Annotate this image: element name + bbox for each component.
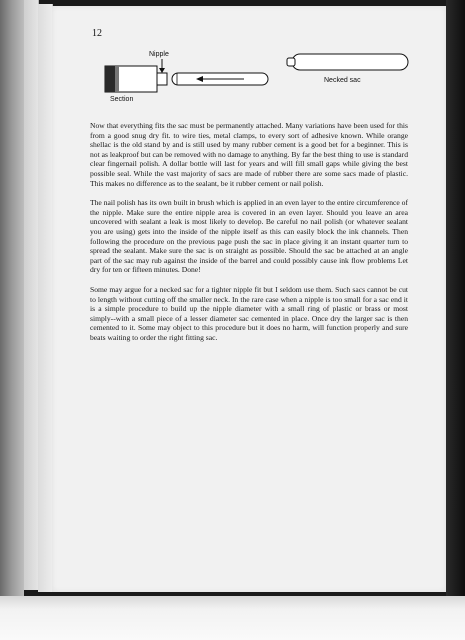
nipple-label: Nipple <box>149 51 169 58</box>
nipple-pointer-arrow <box>159 59 165 73</box>
paragraph-1: Now that everything fits the sac must be permanently attached. Many variations have been used for this from a good snug dry fit. to wire ties, metal clamps, to every sort of adhesive known. While orange shellac is the old stand by and is still used by many rubber cement is a good bet for a beginner. This is not as leakproof but can be removed with no damage to anything. By far the best thing to use is standard clear fingernail polish. A dollar bottle will last for years and will fill small gaps while giving the best possible seal. While the vast majority of sacs are made of rubber there are some sacs made of plastic. This makes no difference as to the sealant, be it rubber cement or nail polish. <box>90 121 408 188</box>
diagram-drawing <box>92 42 422 114</box>
sac-nipple-diagram <box>92 42 422 114</box>
page-stack-edge <box>24 0 39 590</box>
page-number: 12 <box>92 28 102 39</box>
page-stack-edge <box>38 4 53 592</box>
necked-sac-part <box>287 54 408 70</box>
necked-sac-label: Necked sac <box>324 77 361 84</box>
book-spine-edge <box>0 0 24 596</box>
document-page <box>52 6 446 592</box>
paragraph-3: Some may argue for a necked sac for a tighter nipple fit but I seldom use them. Such sacs cannot be cut to length without cutting off the smaller neck. In the rare case when a nipple is too small for a sac end it is a simple procedure to build up the nipple diameter with a small ring of plastic or brass or most simply--with a small piece of a lesser diameter sac cemented in place. Once dry the larger sac is then cemented to it. Some may object to this procedure but it does no harm, will function properly and sure beats waiting to order the right fitting sac. <box>90 284 408 342</box>
section-label: Section <box>110 96 134 103</box>
scan-shadow <box>446 0 465 596</box>
nipple-part <box>157 73 167 85</box>
paragraph-2: The nail polish has its own built in brush which is applied in an even layer to the entire circumference of the nipple. Make sure the entire nipple area is covered in an even layer. Should you leave an area uncovered with sealant a leak is most likely to develop. Be careful no nail polish (or whatever sealant you are using) gets into the inside of the nipple itself as this can easily block the ink channels. Then following the procedure on the previous page push the sac in place giving it an instant quarter turn to spread the sealant. Make sure the sac is on straight as possible. Should the sac be attached at an angle part of the sac may rub against the inside of the barrel and could possibly cause ink flow problems Let dry for ten or fifteen minutes. Done! <box>90 198 408 275</box>
scanner-bed <box>0 596 465 640</box>
body-text <box>90 121 408 352</box>
section-part <box>105 66 157 92</box>
